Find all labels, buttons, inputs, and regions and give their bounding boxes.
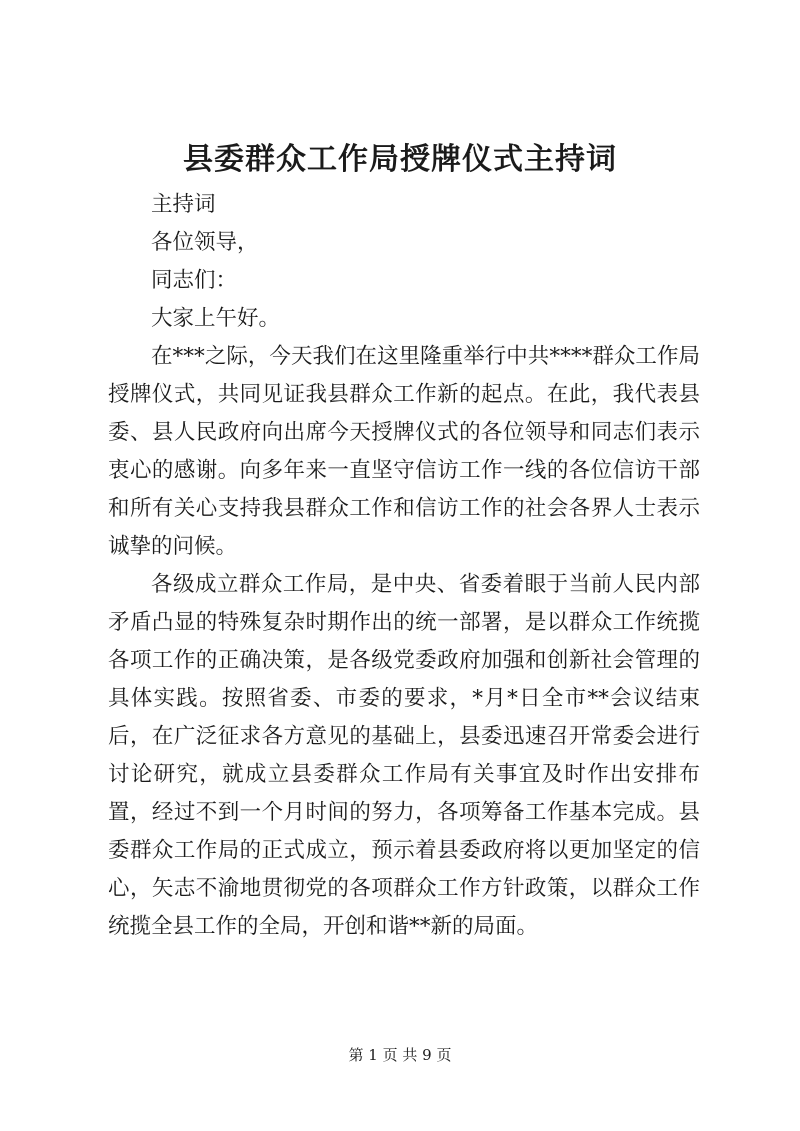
- paragraph-background: 各级成立群众工作局，是中央、省委着眼于当前人民内部矛盾凸显的特殊复杂时期作出的统一部署，是以群众工作统揽各项工作的正确决策，是各级党委政府加强和创新社会管理的具体实践。按照省委、市委的要求，*月*日全市**会议结束后，在广泛征求各方意见的基础上，县委迅速召开常委会进行讨论研究，就成立县委群众工作局有关事宜及时作出安排布置，经过不到一个月时间的努力，各项筹备工作基本完成。县委群众工作局的正式成立，预示着县委政府将以更加坚定的信心，矢志不渝地贯彻党的各项群众工作方针政策，以群众工作统揽全县工作的全局，开创和谐**新的局面。: [108, 572, 700, 939]
- document-title: 县委群众工作局授牌仪式主持词: [183, 142, 617, 177]
- paragraph-salutation-leaders: 各位领导，: [151, 230, 259, 255]
- paragraph-heading: 主持词: [151, 192, 216, 217]
- paragraph-opening: 在***之际，今天我们在这里隆重举行中共****群众工作局授牌仪式，共同见证我县群众工作新的起点。在此，我代表县委、县人民政府向出席今天授牌仪式的各位领导和同志们表示衷心的感谢。向多年来一直坚守信访工作一线的各位信访干部和所有关心支持我县群众工作和信访工作的社会各界人士表示诚挚的问候。: [108, 344, 700, 559]
- paragraph-salutation-comrades: 同志们：: [151, 268, 238, 293]
- document-body: [108, 186, 700, 946]
- page-number-footer: 第 1 页 共 9 页: [348, 1046, 452, 1064]
- paragraph-greeting: 大家上午好。: [151, 306, 281, 331]
